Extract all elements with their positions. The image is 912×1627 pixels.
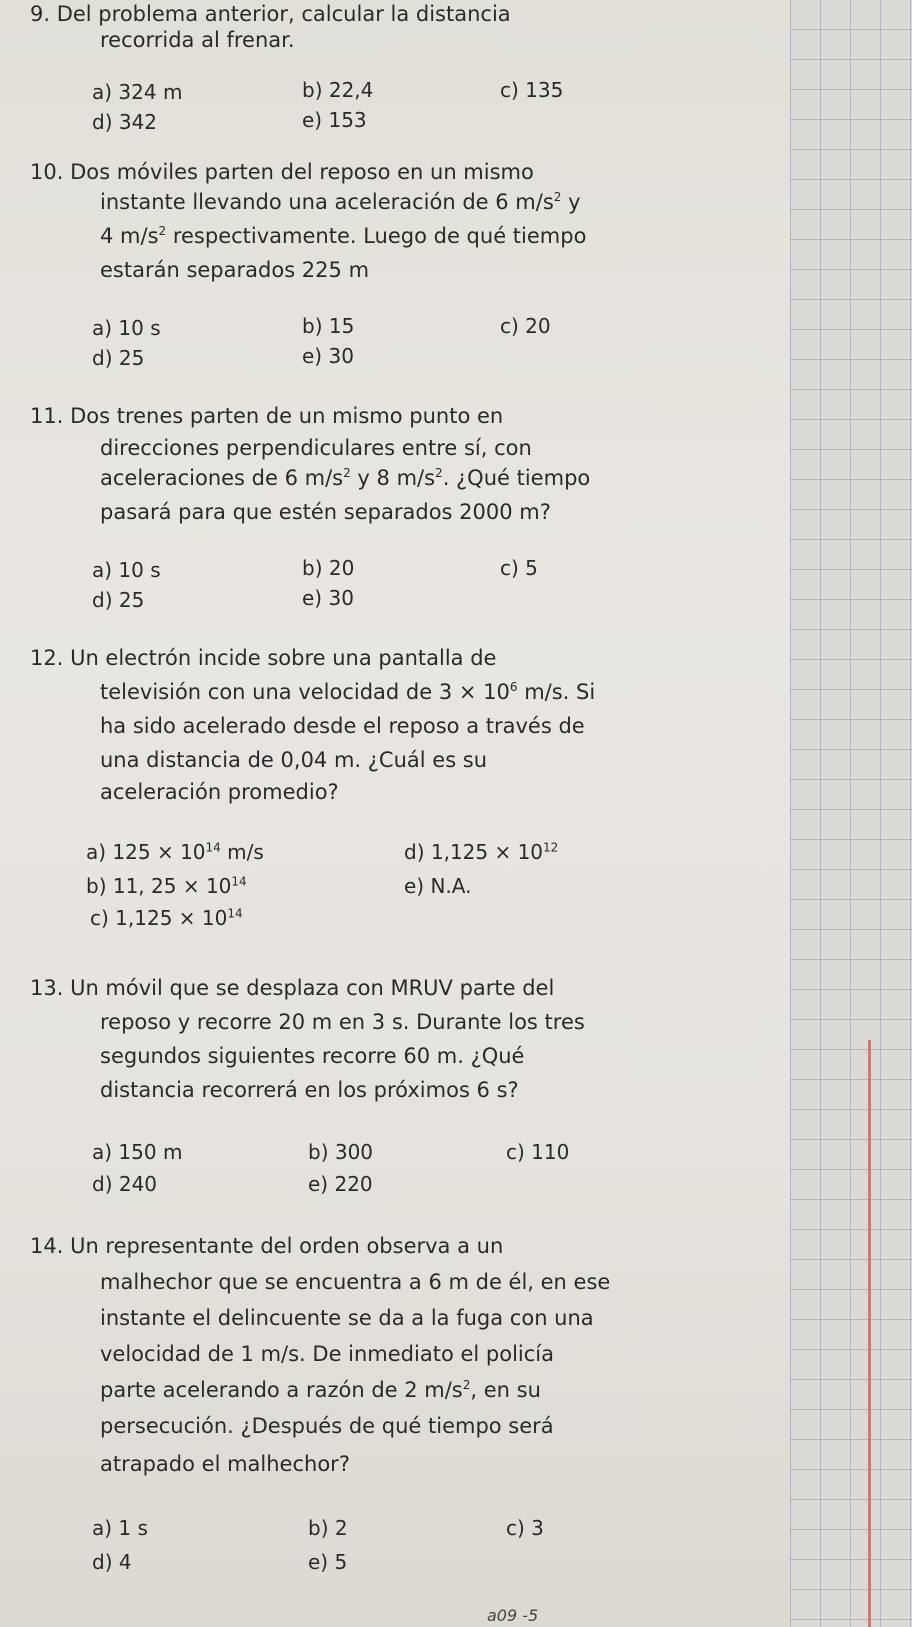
q13-option-c: c) 110 [506,1140,570,1164]
q9-line-2: recorrida al frenar. [100,28,295,52]
q12-line-2-text: televisión con una velocidad de 3 × 10 [100,680,510,704]
q14-option-a: a) 1 s [92,1516,148,1540]
handwritten-scribble: a09 -5 [487,1606,539,1625]
q13-line-2: reposo y recorre 20 m en 3 s. Durante los tres [100,1010,585,1034]
q12-option-a-exponent: 14 [205,840,221,855]
q10-line-2 [100,190,581,214]
q10-option-d: d) 25 [92,346,145,370]
q12-option-a-base: a) 125 × 10 [86,840,206,864]
q10-line-3-exponent: 2 [158,224,167,238]
q12-line-2-exponent: 6 [509,680,518,694]
q12-option-a-unit: m/s [220,840,264,864]
q11-option-c: c) 5 [500,556,538,580]
q13-option-d: d) 240 [92,1172,158,1196]
q13-option-b: b) 300 [308,1140,374,1164]
q14-line-6: persecución. ¿Después de qué tiempo será [100,1414,554,1438]
q14-line-5-tail: , en su [470,1378,541,1402]
q11-line-3-text: aceleraciones de 6 m/s [100,466,344,490]
q14-line-5 [100,1378,541,1402]
grid-paper-background [790,0,912,1627]
q14-line-4: velocidad de 1 m/s. De inmediato el policía [100,1342,555,1366]
q11-line-3-exponent-1: 2 [343,466,351,480]
q11-line-3 [100,466,590,490]
q14-line-5-exponent: 2 [462,1378,471,1392]
q12-option-d-base: d) 1,125 × 10 [404,840,544,864]
q12-line-2 [100,680,595,704]
q10-line-2-text: instante llevando una aceleración de 6 m/s [100,190,554,214]
q12-line-5: aceleración promedio? [100,780,339,804]
q10-option-c: c) 20 [500,314,551,338]
q12-line-4: una distancia de 0,04 m. ¿Cuál es su [100,748,488,772]
q12-option-e: e) N.A. [404,874,472,898]
q9-line-1: 9. Del problema anterior, calcular la distancia [30,2,511,26]
q14-option-b: b) 2 [308,1516,348,1540]
q10-option-b: b) 15 [302,314,355,338]
q13-line-4: distancia recorrerá en los próximos 6 s? [100,1078,519,1102]
q12-line-2-tail: m/s. Si [517,680,596,704]
q12-option-b-base: b) 11, 25 × 10 [86,874,232,898]
q10-line-3-text: 4 m/s [100,224,159,248]
q12-option-a [86,840,264,864]
q13-option-e: e) 220 [308,1172,373,1196]
q14-line-2: malhechor que se encuentra a 6 m de él, en ese [100,1270,611,1294]
q10-line-2-exponent: 2 [553,190,562,204]
q11-line-1: 11. Dos trenes parten de un mismo punto en [30,404,504,428]
q12-option-d-exponent: 12 [543,840,559,855]
q12-option-c-exponent: 14 [227,906,243,921]
q11-line-3-mid: y 8 m/s [350,466,436,490]
q10-line-3-tail: respectivamente. Luego de qué tiempo [166,224,587,248]
q11-line-2: direcciones perpendiculares entre sí, con [100,436,532,460]
q12-option-c-base: c) 1,125 × 10 [90,906,228,930]
q14-line-7: atrapado el malhechor? [100,1452,350,1476]
margin-line [868,1040,871,1627]
q12-line-3: ha sido acelerado desde el reposo a través de [100,714,585,738]
q10-option-e: e) 30 [302,344,354,368]
q11-line-3-exponent-2: 2 [435,466,443,480]
q9-option-e: e) 153 [302,108,367,132]
q11-option-e: e) 30 [302,586,354,610]
q9-option-c: c) 135 [500,78,564,102]
q14-line-1: 14. Un representante del orden observa a un [30,1234,504,1258]
q11-option-d: d) 25 [92,588,145,612]
q10-line-4: estarán separados 225 m [100,258,370,282]
q14-option-d: d) 4 [92,1550,132,1574]
q12-option-b-exponent: 14 [231,874,247,889]
q14-line-5-text: parte acelerando a razón de 2 m/s [100,1378,463,1402]
q12-option-b [86,874,247,898]
q12-option-c [90,906,243,930]
q10-option-a: a) 10 s [92,316,161,340]
q9-option-a: a) 324 m [92,80,183,104]
q11-option-a: a) 10 s [92,558,161,582]
q12-line-1: 12. Un electrón incide sobre una pantalla de [30,646,497,670]
q14-option-c: c) 3 [506,1516,544,1540]
q10-line-3 [100,224,586,248]
q11-line-4: pasará para que estén separados 2000 m? [100,500,551,524]
q11-option-b: b) 20 [302,556,355,580]
q11-line-3-tail: . ¿Qué tiempo [442,466,591,490]
q9-option-d: d) 342 [92,110,158,134]
q13-option-a: a) 150 m [92,1140,183,1164]
q10-line-2-tail: y [561,190,581,214]
q14-line-3: instante el delincuente se da a la fuga con una [100,1306,594,1330]
q12-option-d [404,840,558,864]
q10-line-1: 10. Dos móviles parten del reposo en un mismo [30,160,534,184]
q13-line-1: 13. Un móvil que se desplaza con MRUV parte del [30,976,555,1000]
q13-line-3: segundos siguientes recorre 60 m. ¿Qué [100,1044,525,1068]
q14-option-e: e) 5 [308,1550,348,1574]
q9-option-b: b) 22,4 [302,78,374,102]
